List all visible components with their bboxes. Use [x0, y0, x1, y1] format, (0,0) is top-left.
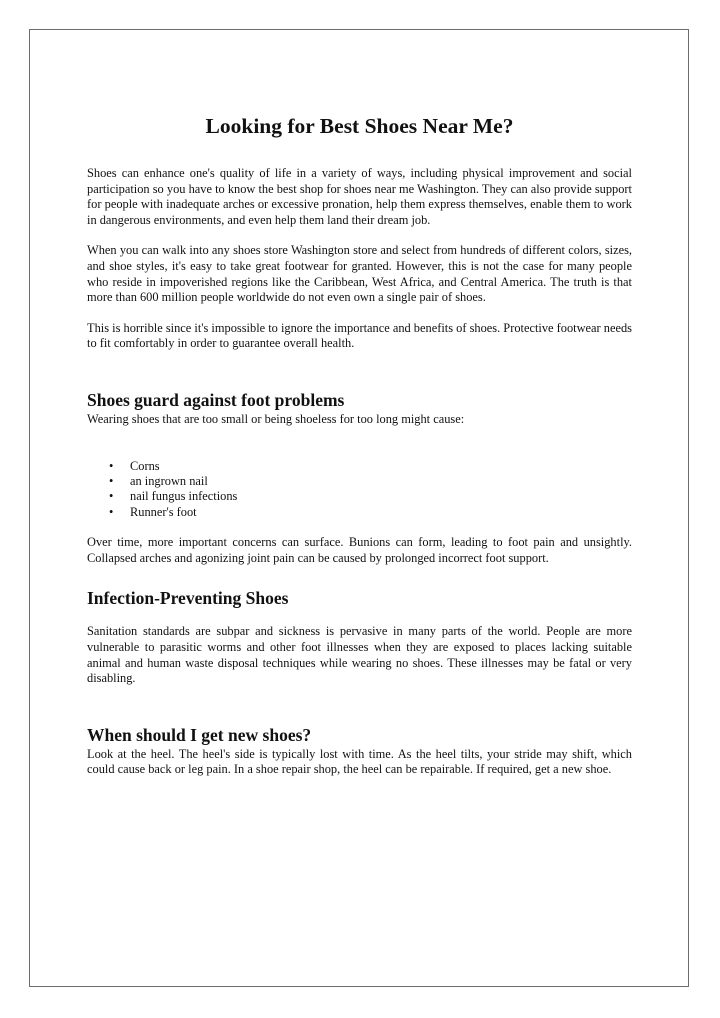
- list-item-text: Corns: [130, 458, 160, 473]
- intro-paragraph-1: Shoes can enhance one's quality of life in a variety of ways, including physical improvement and social participation so you have to know the best shop for shoes near me Washington. They can also provide support for people with inadequate arches or excessive pronation, help them express themselves, enable them to work in dangerous environments, and even help them land their dream job.: [87, 166, 632, 227]
- section-body-infection: Sanitation standards are subpar and sickness is pervasive in many parts of the world. People are more vulnerable to parasitic worms and other foot illnesses when they are exposed to places lacking suitable animal and human waste disposal techniques while wearing no shoes. These illnesses may be fatal or very disabling.: [87, 624, 632, 686]
- list-item: [87, 459, 632, 474]
- section-heading-new-shoes: When should I get new shoes?: [87, 724, 312, 745]
- foot-problems-list: [87, 459, 632, 521]
- bullet-icon: •: [109, 473, 114, 488]
- section-heading-infection: Infection-Preventing Shoes: [87, 588, 289, 609]
- page-title: Looking for Best Shoes Near Me?: [205, 114, 514, 138]
- list-item: [87, 489, 632, 504]
- list-item-text: Runner's foot: [130, 504, 197, 519]
- list-item-text: an ingrown nail: [130, 473, 208, 488]
- section-lead-foot-problems: Wearing shoes that are too small or being shoeless for too long might cause:: [87, 411, 465, 426]
- list-item: [87, 505, 632, 520]
- document-body: [87, 112, 632, 778]
- section-heading-foot-problems: Shoes guard against foot problems: [87, 389, 345, 410]
- section-closing-foot-problems: Over time, more important concerns can surface. Bunions can form, leading to foot pain and unsightly. Collapsed arches and agonizing joint pain can be caused by prolonged incorrect foot support.: [87, 535, 632, 565]
- bullet-icon: •: [109, 504, 114, 519]
- bullet-icon: •: [109, 458, 114, 473]
- intro-paragraph-3: This is horrible since it's impossible to ignore the importance and benefits of shoes. Protective footwear needs to fit comfortably in order to guarantee overall health.: [87, 320, 632, 351]
- bullet-icon: •: [109, 489, 114, 504]
- list-item: [87, 474, 632, 489]
- section-body-new-shoes: Look at the heel. The heel's side is typically lost with time. As the heel tilts, your stride may shift, which could cause back or leg pain. In a shoe repair shop, the heel can be repairable. If required, get a new shoe.: [87, 746, 632, 777]
- list-item-text: nail fungus infections: [130, 489, 238, 504]
- intro-paragraph-2: When you can walk into any shoes store Washington store and select from hundreds of different colors, sizes, and shoe styles, it's easy to take great footwear for granted. However, this is not the case for many people who reside in impoverished regions like the Caribbean, West Africa, and Central America. The truth is that more than 600 million people worldwide do not even own a single pair of shoes.: [87, 243, 632, 305]
